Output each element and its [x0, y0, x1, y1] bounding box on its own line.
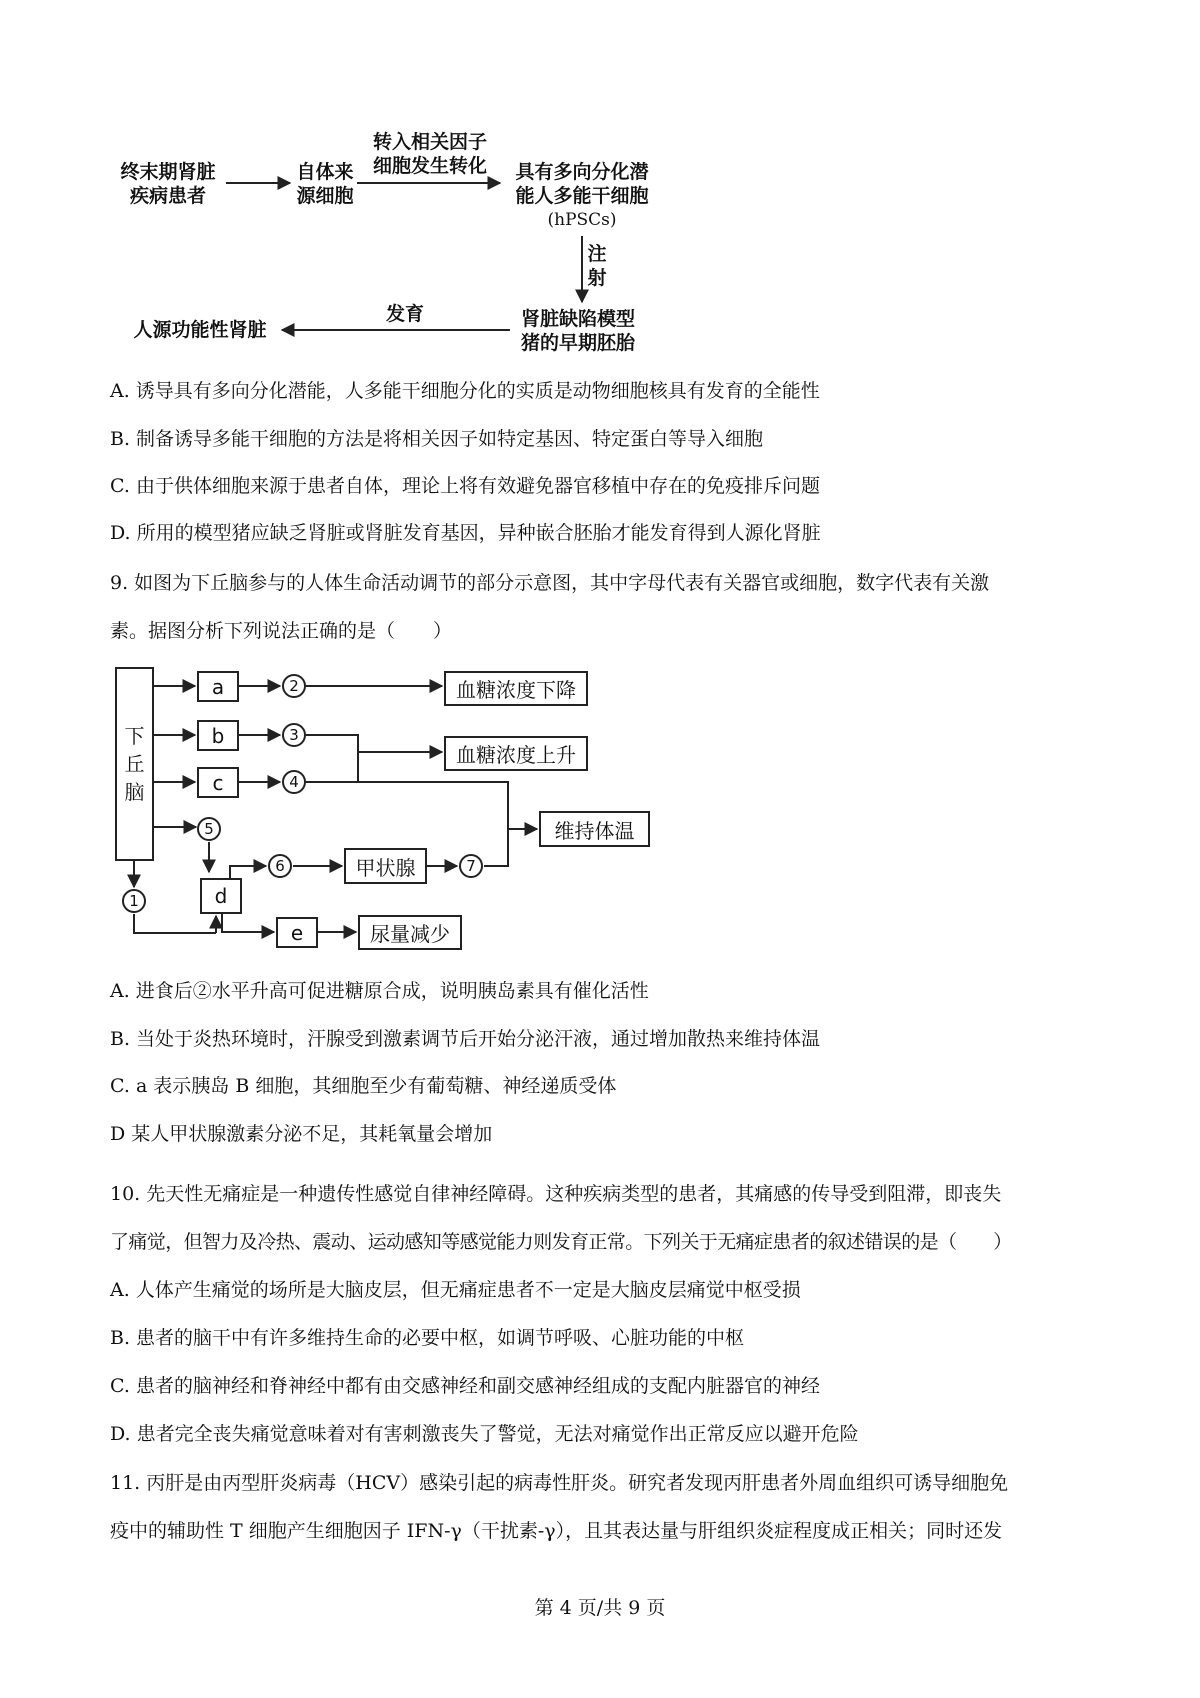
glucose-down-box: 血糖浓度下降	[444, 671, 588, 706]
node-a: a	[197, 671, 239, 702]
inject-label: 注 射	[587, 243, 607, 289]
q9-option-c: C. a 表示胰岛 B 细胞，其细胞至少有葡萄糖、神经递质受体	[110, 1075, 617, 1097]
hpsc-label: 具有多向分化潜 能人多能干细胞 (hPSCs)	[515, 161, 649, 230]
urine-less-box: 尿量减少	[358, 915, 462, 950]
q10-option-a: A. 人体产生痛觉的场所是大脑皮层，但无痛症患者不一定是大脑皮层痛觉中枢受损	[110, 1279, 801, 1301]
pig-embryo-label: 肾脏缺陷模型 猪的早期胚胎	[520, 308, 635, 354]
develop-label: 发育	[385, 303, 424, 325]
hormone-2: 2	[282, 674, 306, 698]
hormone-5: 5	[197, 817, 221, 841]
q10-stem-line1: 10. 先天性无痛症是一种遗传性感觉自律神经障碍。这种疾病类型的患者，其痛感的传导受到阻滞，即丧失	[110, 1183, 1002, 1205]
q9-stem-line1: 9. 如图为下丘脑参与的人体生命活动调节的部分示意图，其中字母代表有关器官或细胞，数字代表有关激	[110, 572, 990, 594]
patient-label: 终末期肾脏 疾病患者	[120, 161, 216, 207]
hormone-4: 4	[282, 770, 306, 794]
node-d: d	[200, 878, 242, 914]
q8-option-d: D. 所用的模型猪应缺乏肾脏或肾脏发育基因，异种嵌合胚胎才能发育得到人源化肾脏	[110, 522, 821, 544]
q9-stem-line2: 素。据图分析下列说法正确的是（ ）	[110, 620, 453, 642]
hormone-7: 7	[459, 854, 483, 878]
q8-option-b: B. 制备诱导多能干细胞的方法是将相关因子如特定基因、特定蛋白等导入细胞	[110, 428, 764, 450]
q9-option-b: B. 当处于炎热环境时，汗腺受到激素调节后开始分泌汗液，通过增加散热来维持体温	[110, 1028, 821, 1050]
hormone-1: 1	[122, 889, 146, 913]
autologous-cells-label: 自体来 源细胞	[296, 161, 354, 207]
node-c: c	[197, 767, 239, 798]
q11-stem-line1: 11. 丙肝是由丙型肝炎病毒（HCV）感染引起的病毒性肝炎。研究者发现丙肝患者外周血组织可诱导细胞免	[110, 1472, 1009, 1494]
q9-option-d: D 某人甲状腺激素分泌不足，其耗氧量会增加	[110, 1123, 493, 1145]
q8-option-a: A. 诱导具有多向分化潜能，人多能干细胞分化的实质是动物细胞核具有发育的全能性	[110, 380, 820, 402]
q10-option-c: C. 患者的脑神经和脊神经中都有由交感神经和副交感神经组成的支配内脏器官的神经	[110, 1375, 820, 1397]
q8-option-c: C. 由于供体细胞来源于患者自体，理论上将有效避免器官移植中存在的免疫排斥问题	[110, 475, 820, 497]
glucose-up-box: 血糖浓度上升	[444, 736, 588, 771]
thyroid-box: 甲状腺	[344, 848, 427, 884]
q9-option-a: A. 进食后②水平升高可促进糖原合成，说明胰岛素具有催化活性	[110, 980, 649, 1002]
hormone-6: 6	[268, 854, 292, 878]
q10-option-d: D. 患者完全丧失痛觉意味着对有害刺激丧失了警觉，无法对痛觉作出正常反应以避开危险	[110, 1423, 859, 1445]
q10-option-b: B. 患者的脑干中有许多维持生命的必要中枢，如调节呼吸、心脏功能的中枢	[110, 1327, 745, 1349]
transform-label: 转入相关因子 细胞发生转化	[372, 131, 487, 177]
hypothalamus-box: 下 丘 脑	[115, 667, 154, 861]
page-footer: 第 4 页/共 9 页	[534, 1597, 666, 1619]
body-temp-box: 维持体温	[539, 811, 650, 847]
human-kidney-label: 人源功能性肾脏	[133, 319, 267, 341]
node-b: b	[197, 720, 239, 751]
hormone-3: 3	[282, 723, 306, 747]
node-e: e	[276, 917, 318, 948]
q11-stem-line2: 疫中的辅助性 T 细胞产生细胞因子 IFN-γ（干扰素-γ），且其表达量与肝组织炎症程度成正相关；同时还发	[110, 1520, 1003, 1542]
q10-stem-line2: 了痛觉，但智力及冷热、震动、运动感知等感觉能力则发育正常。下列关于无痛症患者的叙述错误的是（ ）	[110, 1231, 1012, 1253]
